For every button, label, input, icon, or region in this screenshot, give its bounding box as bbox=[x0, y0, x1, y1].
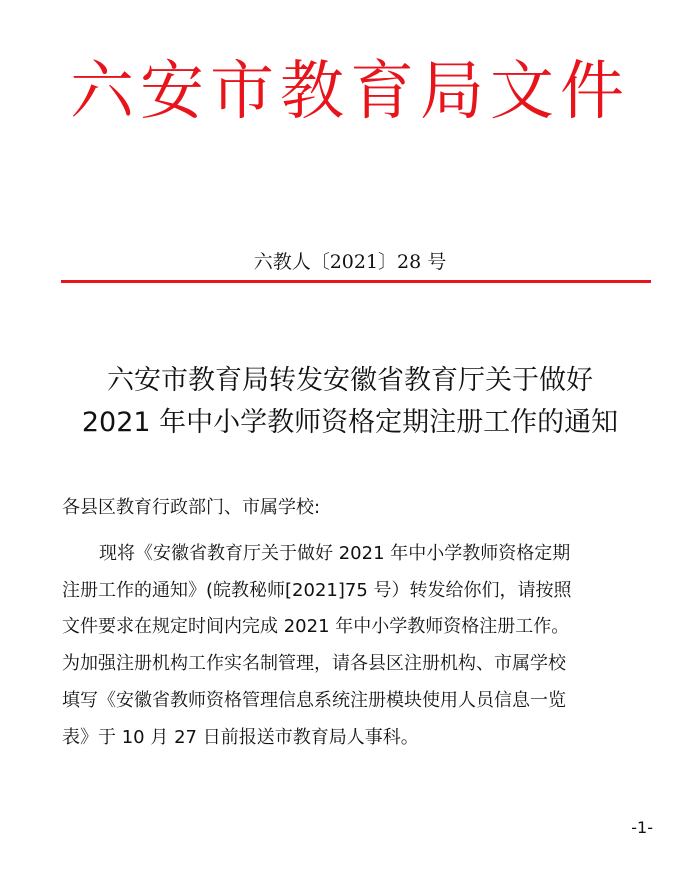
document-number: 六教人〔2021〕28 号 bbox=[253, 251, 447, 273]
notice-title-line-2: 2021 年中小学教师资格定期注册工作的通知 bbox=[81, 407, 619, 438]
notice-title bbox=[0, 360, 700, 444]
body-line-5: 填写《安徽省教师资格管理信息系统注册模块使用人员信息一览 bbox=[62, 689, 566, 711]
red-divider-line bbox=[61, 280, 651, 283]
body-line-6: 表》于 10 月 27 日前报送市教育局人事科。 bbox=[62, 726, 419, 748]
body-paragraph bbox=[62, 536, 662, 756]
body-line-4: 为加强注册机构工作实名制管理，请各县区注册机构、市属学校 bbox=[62, 653, 566, 675]
body-line-2: 注册工作的通知》(皖教秘师[2021]75 号）转发给你们，请按照 bbox=[62, 579, 572, 601]
body-line-1: 现将《安徽省教育厅关于做好 2021 年中小学教师资格定期 bbox=[99, 543, 571, 564]
notice-title-line-1: 六安市教育局转发安徽省教育厅关于做好 bbox=[107, 365, 593, 396]
document-header-title: 六安市教育局文件 bbox=[70, 55, 630, 129]
body-line-3: 文件要求在规定时间内完成 2021 年中小学教师资格注册工作。 bbox=[62, 616, 570, 638]
page-number: -1- bbox=[631, 818, 653, 837]
salutation: 各县区教育行政部门、市属学校: bbox=[62, 497, 321, 518]
